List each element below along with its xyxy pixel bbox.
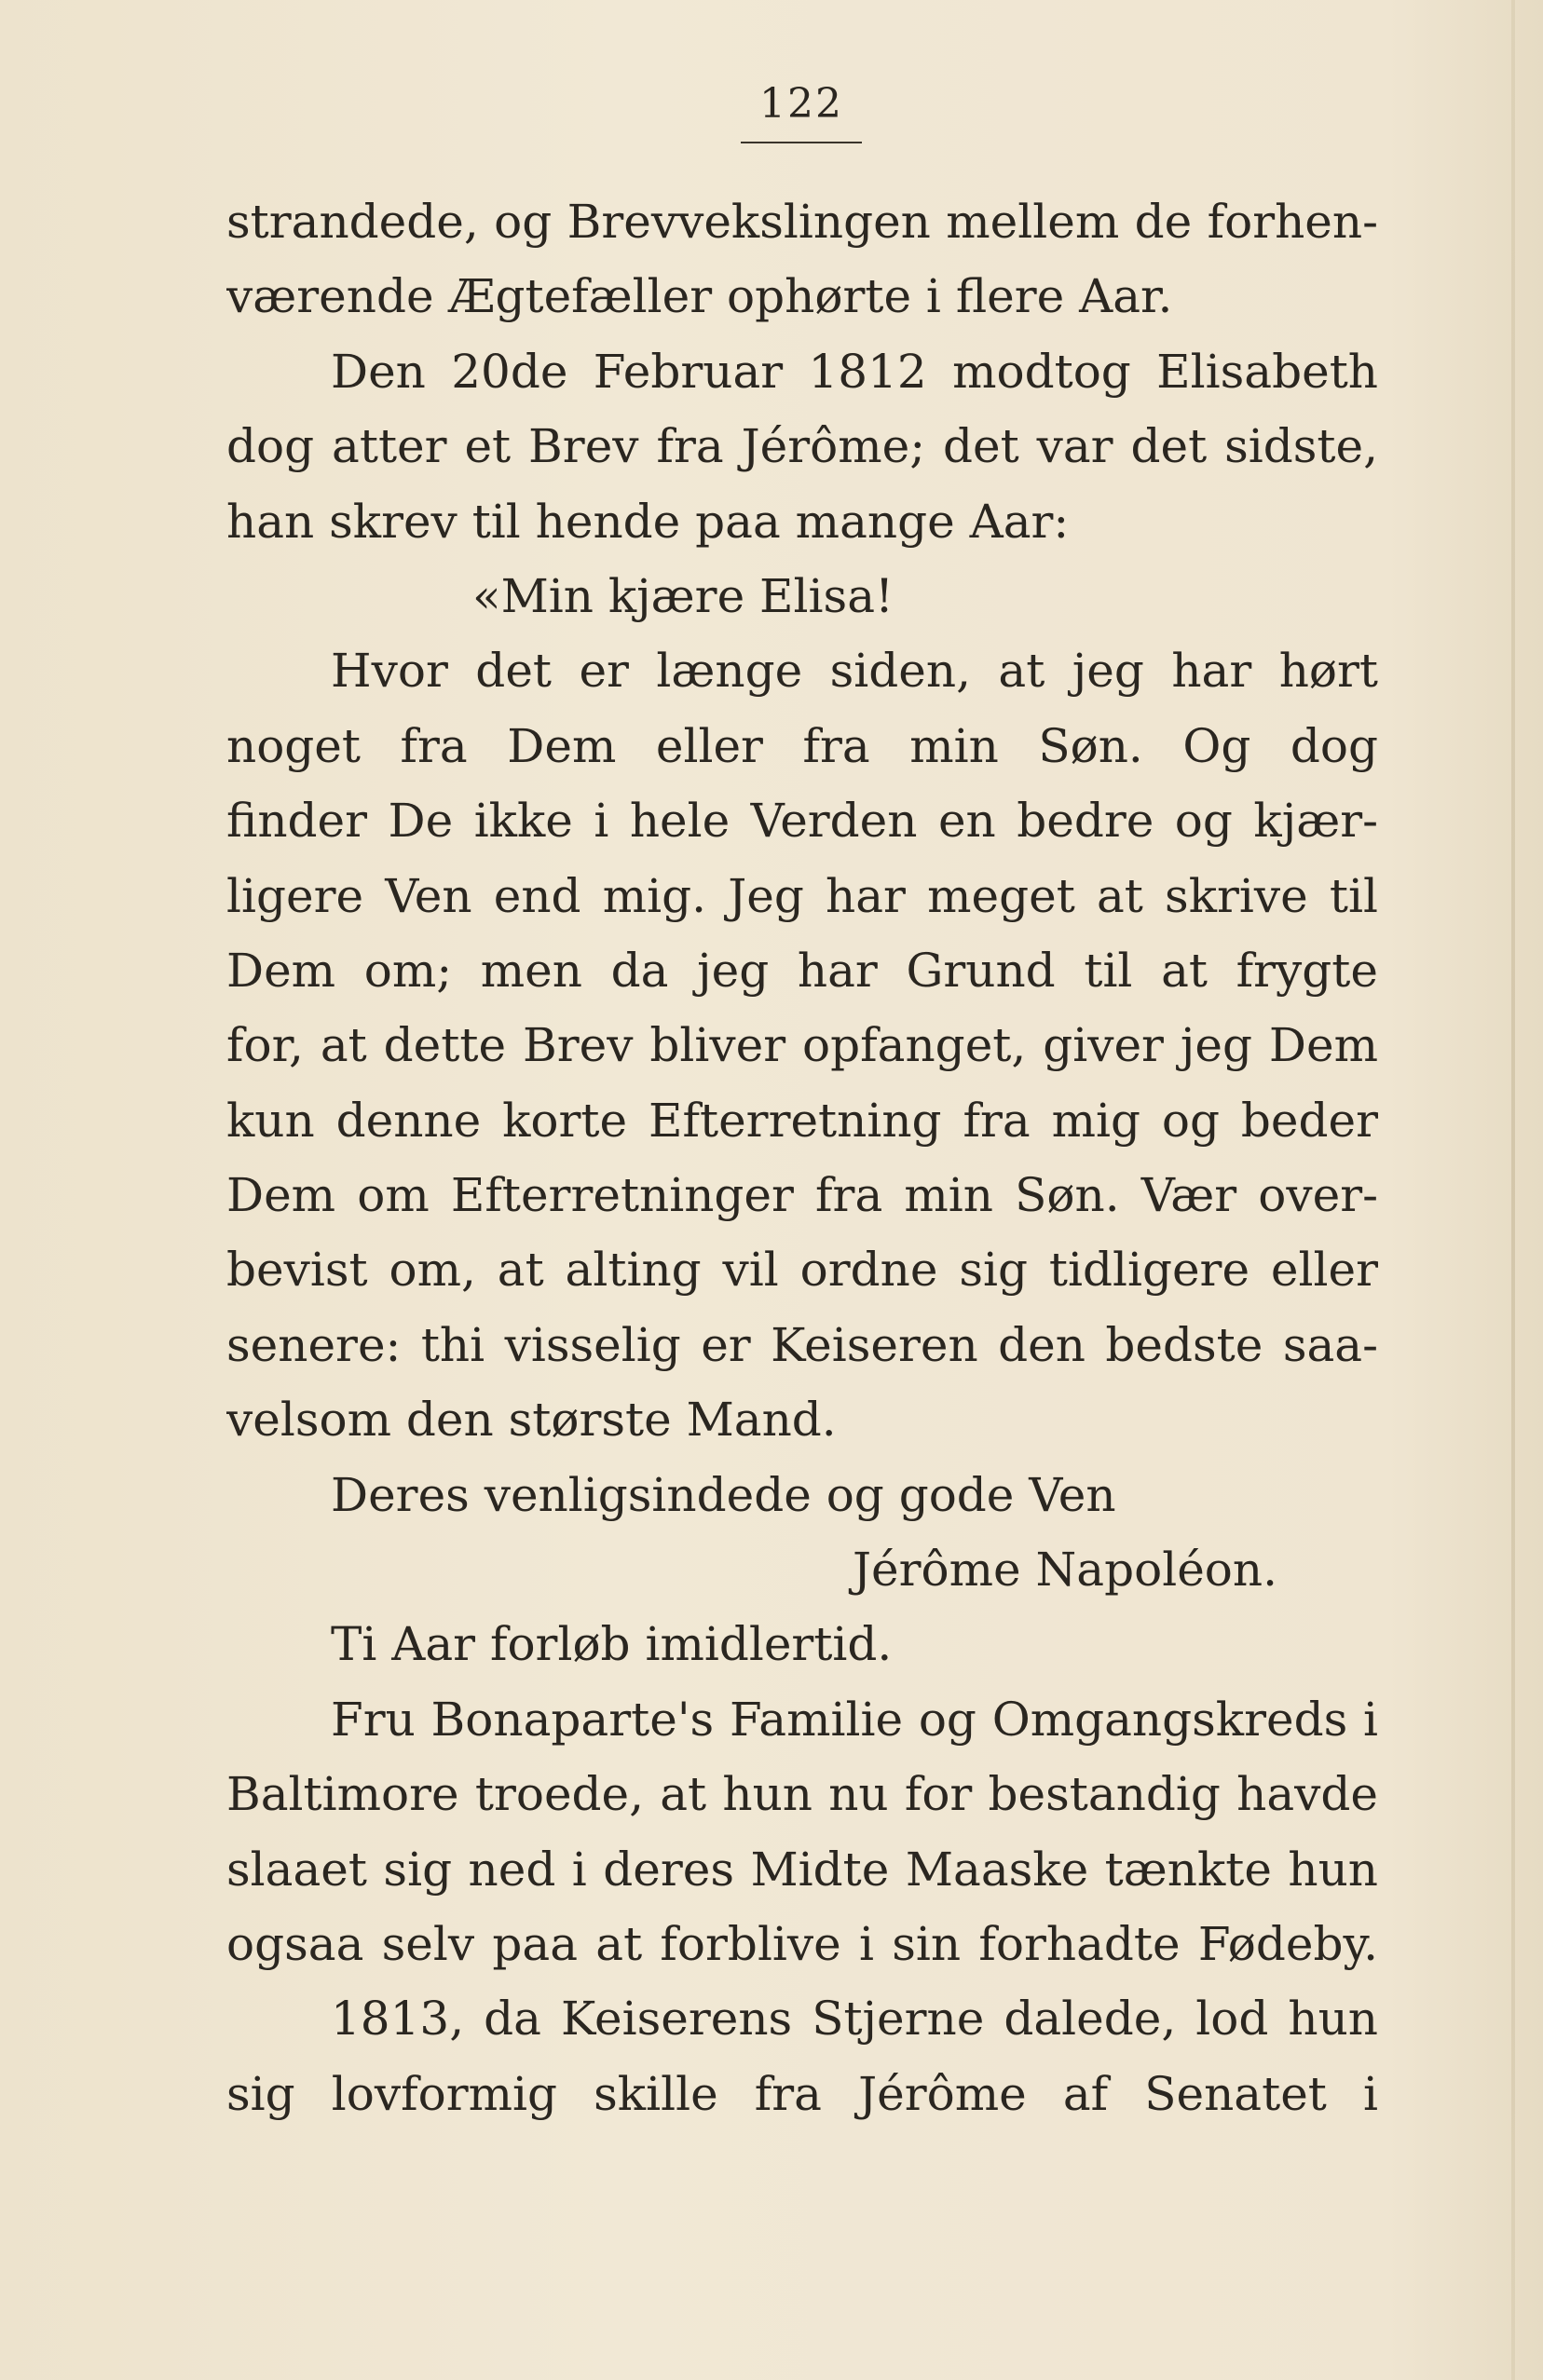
- page-number-rule: [741, 142, 862, 143]
- text-line: ligere Ven end mig. Jeg har meget at skrive til: [226, 868, 1378, 923]
- text-line: Hvor det er længe siden, at jeg har hørt: [331, 644, 1378, 699]
- text-line: finder De ikke i hele Verden en bedre og kjær-: [226, 794, 1378, 849]
- text-line: 1813, da Keiserens Stjerne dalede, lod hun: [331, 1992, 1378, 2047]
- text-line: senere: thi visselig er Keiseren den bedste saa-: [226, 1317, 1378, 1372]
- text-line: velsom den største Mand.: [226, 1393, 837, 1448]
- text-line: slaaet sig ned i deres Midte Maaske tænkte hun: [226, 1842, 1378, 1897]
- text-line: dog atter et Brev fra Jérôme; det var det sidste,: [226, 419, 1378, 474]
- text-line: Baltimore troede, at hun nu for bestandig havde: [226, 1767, 1378, 1822]
- body-text: [226, 184, 1378, 2131]
- signature-line: Jérôme Napoléon.: [853, 1543, 1277, 1598]
- text-line: Ti Aar forløb imidlertid.: [331, 1617, 893, 1672]
- text-line: Fru Bonaparte's Familie og Omgangskreds i: [331, 1692, 1378, 1747]
- salutation-line: «Min kjære Elisa!: [472, 568, 894, 623]
- text-line: Den 20de Februar 1812 modtog Elisabeth: [331, 344, 1378, 399]
- closing-line: Deres venligsindede og gode Ven: [331, 1467, 1116, 1522]
- text-line: for, at dette Brev bliver opfanget, giver jeg Dem: [226, 1018, 1378, 1073]
- text-line: værende Ægtefæller ophørte i flere Aar.: [226, 269, 1173, 324]
- text-line: strandede, og Brevvekslingen mellem de forhen-: [226, 195, 1378, 249]
- text-line: Dem om; men da jeg har Grund til at frygte: [226, 943, 1378, 998]
- text-line: Dem om Efterretninger fra min Søn. Vær over-: [226, 1168, 1378, 1223]
- text-line: han skrev til hende paa mange Aar:: [226, 494, 1070, 549]
- text-line: bevist om, at alting vil ordne sig tidligere eller: [226, 1243, 1378, 1298]
- page-edge: [1511, 0, 1515, 2380]
- text-line: noget fra Dem eller fra min Søn. Og dog: [226, 718, 1378, 773]
- text-line: sig lovformig skille fra Jérôme af Senatet i: [226, 2066, 1378, 2121]
- page-number: 122: [759, 80, 843, 128]
- text-line: kun denne korte Efterretning fra mig og beder: [226, 1093, 1378, 1148]
- text-line: ogsaa selv paa at forblive i sin forhadte Fødeby.: [226, 1916, 1378, 1971]
